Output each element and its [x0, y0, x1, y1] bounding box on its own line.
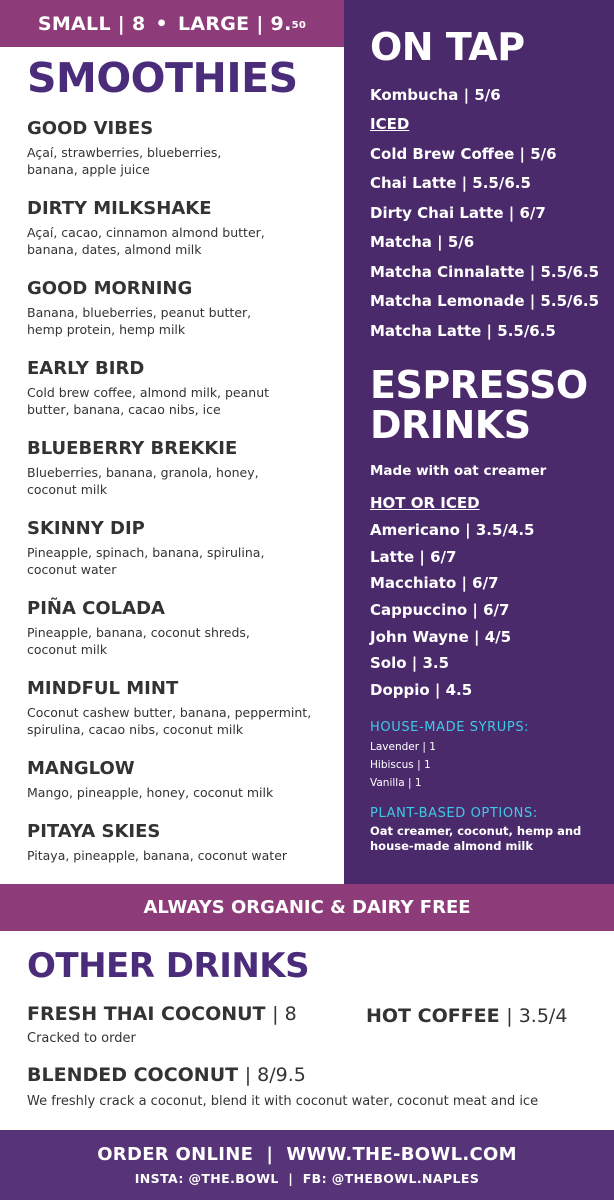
organic-banner-text: ALWAYS ORGANIC & DAIRY FREE: [143, 897, 471, 918]
smoothie-description: Banana, blueberries, peanut butter, hemp protein, hemp milk: [27, 305, 252, 337]
large-size-price: 9.: [270, 12, 292, 35]
syrup-item: Lavender | 1: [370, 741, 436, 753]
smoothie-name: MANGLOW: [27, 758, 135, 779]
smoothies-section: [27, 54, 341, 863]
tap-item: Matcha Cinnalatte | 5.5/6.5: [370, 263, 600, 281]
espresso-item: Macchiato | 6/7: [370, 574, 499, 592]
syrups-heading: HOUSE-MADE SYRUPS:: [370, 720, 530, 735]
iced-subheading: ICED: [370, 115, 410, 133]
smoothie-name: PITAYA SKIES: [27, 821, 161, 842]
smoothie-name: EARLY BIRD: [27, 358, 145, 379]
blended-coconut-description: We freshly crack a coconut, blend it with coconut water, coconut meat and ice: [27, 1094, 539, 1109]
smoothie-item: [27, 598, 282, 658]
smoothie-item: [27, 821, 341, 864]
blended-coconut-item: [27, 1063, 306, 1087]
blended-coconut-price: | 8/9.5: [244, 1064, 306, 1086]
organic-banner: [0, 884, 614, 931]
syrup-item: Vanilla | 1: [370, 777, 422, 789]
tap-item: Matcha Lemonade | 5.5/6.5: [370, 292, 600, 310]
size-price-band: SMALL | 8 • LARGE | 9. $^{50}$: [0, 0, 344, 47]
large-size-price-cents: 50: [291, 20, 307, 31]
tap-item: Matcha | 5/6: [370, 233, 475, 251]
smoothie-item: [27, 518, 292, 578]
thai-coconut-name: FRESH THAI COCONUT: [27, 1003, 266, 1025]
thai-coconut-item: [27, 1002, 297, 1026]
plant-options-heading: PLANT-BASED OPTIONS:: [370, 806, 538, 821]
smoothie-name: PIÑA COLADA: [27, 598, 165, 619]
smoothie-description: Açaí, strawberries, blueberries, banana, apple juice: [27, 145, 222, 177]
social-handles: INSTA: @THE.BOWL | FB: @THEBOWL.NAPLES: [134, 1171, 480, 1186]
smoothie-name: BLUEBERRY BREKKIE: [27, 438, 238, 459]
tap-item: Dirty Chai Latte | 6/7: [370, 204, 546, 222]
smoothie-description: Coconut cashew butter, banana, peppermint, spirulina, cacao nibs, coconut milk: [27, 705, 312, 737]
smoothie-description: Pineapple, banana, coconut shreds, coconut milk: [27, 625, 250, 657]
smoothie-item: [27, 118, 247, 178]
smoothie-description: Mango, pineapple, honey, coconut milk: [27, 785, 274, 800]
footer: [0, 1130, 614, 1200]
smoothie-item: [27, 758, 337, 801]
smoothie-name: MINDFUL MINT: [27, 678, 179, 699]
espresso-item: John Wayne | 4/5: [370, 628, 512, 646]
espresso-item: Solo | 3.5: [370, 654, 450, 672]
smoothie-description: Cold brew coffee, almond milk, peanut butter, banana, cacao nibs, ice: [27, 385, 270, 417]
small-size-price: 8: [131, 12, 146, 35]
tap-item: Matcha Latte | 5.5/6.5: [370, 322, 556, 340]
espresso-title-line1: ESPRESSO: [370, 363, 588, 407]
smoothie-name: SKINNY DIP: [27, 518, 145, 539]
espresso-item: Americano | 3.5/4.5: [370, 521, 535, 539]
espresso-item: Latte | 6/7: [370, 548, 457, 566]
other-drinks-title: OTHER DRINKS: [27, 946, 310, 986]
smoothie-name: GOOD MORNING: [27, 278, 193, 299]
espresso-note: Made with oat creamer: [370, 463, 547, 479]
hot-or-iced-subheading: HOT OR ICED: [370, 494, 480, 512]
blended-coconut-name: BLENDED COCONUT: [27, 1064, 239, 1086]
espresso-item: Cappuccino | 6/7: [370, 601, 510, 619]
smoothie-description: Pineapple, spinach, banana, spirulina, coconut water: [27, 545, 265, 577]
espresso-item: Doppio | 4.5: [370, 681, 473, 699]
smoothie-item: [27, 358, 302, 418]
hot-coffee-price: | 3.5/4: [506, 1005, 568, 1027]
small-size-label: SMALL: [37, 12, 111, 35]
thai-coconut-description: Cracked to order: [27, 1031, 136, 1046]
smoothie-description: Blueberries, banana, granola, honey, coconut milk: [27, 465, 259, 497]
large-size-label: LARGE: [177, 12, 250, 35]
plant-options-text: Oat creamer, coconut, hemp and house-made almond milk: [370, 824, 582, 853]
smoothie-item: [27, 278, 282, 338]
smoothie-name: GOOD VIBES: [27, 118, 154, 139]
hot-coffee-name: HOT COFFEE: [366, 1005, 500, 1027]
size-separator: •: [155, 12, 168, 35]
order-online-link[interactable]: ORDER ONLINE | WWW.THE-BOWL.COM: [97, 1144, 517, 1165]
smoothie-description: Açaí, cacao, cinnamon almond butter, banana, dates, almond milk: [27, 225, 265, 257]
hot-coffee-item: [366, 1004, 567, 1028]
on-tap-title: ON TAP: [370, 25, 525, 69]
smoothie-item: [27, 198, 292, 258]
espresso-title-line2: DRINKS: [370, 403, 531, 447]
tap-item: Kombucha | 5/6: [370, 86, 501, 104]
thai-coconut-price: | 8: [272, 1003, 297, 1025]
smoothie-name: DIRTY MILKSHAKE: [27, 198, 212, 219]
tap-item: Chai Latte | 5.5/6.5: [370, 174, 531, 192]
smoothie-description: Pitaya, pineapple, banana, coconut water: [27, 848, 288, 863]
syrup-item: Hibiscus | 1: [370, 759, 431, 771]
smoothie-item: [27, 438, 287, 498]
tap-item: Cold Brew Coffee | 5/6: [370, 145, 557, 163]
drinks-panel: [344, 0, 614, 884]
smoothies-title: SMOOTHIES: [27, 54, 298, 102]
smoothie-item: [27, 678, 337, 738]
